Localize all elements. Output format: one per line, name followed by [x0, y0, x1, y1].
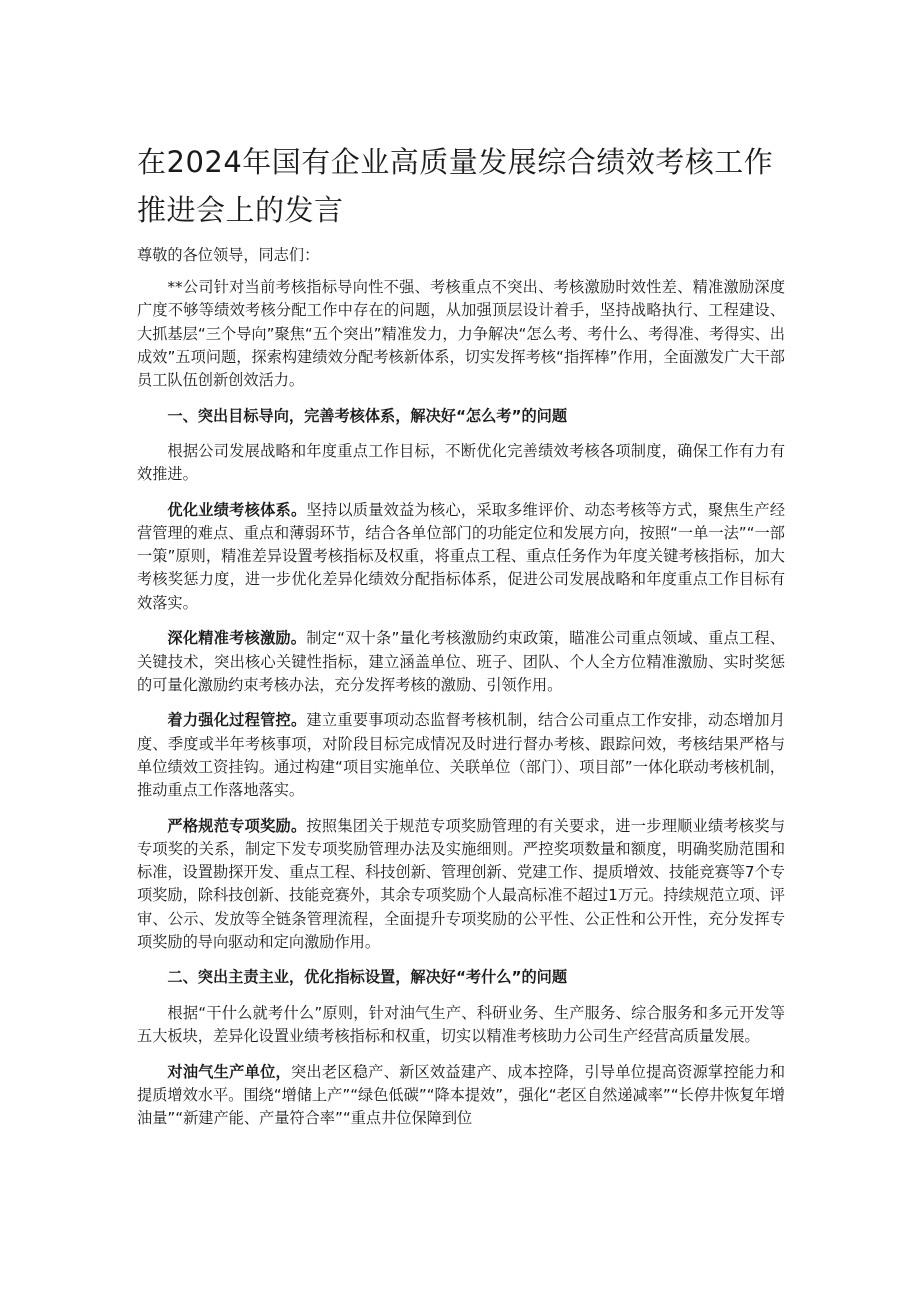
document-body — [137, 244, 785, 1143]
paragraph-lead-bold: 优化业绩考核体系。 — [167, 500, 307, 519]
paragraph-deepen-incentive — [137, 627, 785, 697]
paragraph-special-awards — [137, 815, 785, 954]
paragraph-lead-bold: 着力强化过程管控。 — [167, 711, 307, 730]
paragraph-lead-bold: 严格规范专项奖励。 — [167, 816, 307, 835]
page-title: 在2024年国有企业高质量发展综合绩效考核工作推进会上的发言 — [137, 145, 774, 227]
section-2-lead: 根据“干什么就考什么”原则，针对油气生产、科研业务、生产服务、综合服务和多元开发等五大板块，差异化设置业绩考核指标和权重，切实以精准考核助力公司生产经营高质量发展。 — [137, 1003, 785, 1045]
greeting: 尊敬的各位领导，同志们： — [137, 246, 320, 264]
paragraph-process-control — [137, 709, 785, 802]
section-2-heading: 二、突出主责主业，优化指标设置，解决好“考什么”的问题 — [167, 968, 568, 987]
section-1-lead: 根据公司发展战略和年度重点工作目标，不断优化完善绩效考核各项制度，确保工作有力有效推进。 — [137, 441, 785, 484]
paragraph-text: 坚持以质量效益为核心，采取多维评价、动态考核等方式，聚焦生产经营管理的难点、重点和薄弱环节，结合各单位部门的功能定位和发展方向，按照“一单一法”“一部一策”原则，精准差异设置考核指标及权重，将重点工程、重点任务作为年度关键考核指标，加大考核奖惩力度，进一步优化差异化绩效分配指标体系，促进公司发展战略和年度重点工作目标有效落实。 — [137, 500, 786, 612]
paragraph-text: 按照集团关于规范专项奖励管理的有关要求，进一步理顺业绩考核奖与专项奖的关系，制定下发专项奖励管理办法及实施细则。严控奖项数量和额度，明确奖励范围和标准，设置勘探开发、重点工程、科技创新、管理创新、党建工作、提质增效、技能竞赛等7个专项奖励，除科技创新、技能竞赛外，其余专项奖励个人最高标准不超过1万元。持续规范立项、评审、公示、发放等全链条管理流程，全面提升专项奖励的公平性、公正性和公开性，充分发挥专项奖励的导向驱动和定向激励作用。 — [137, 816, 786, 951]
paragraph-lead-bold: 深化精准考核激励。 — [167, 629, 307, 648]
intro-paragraph: **公司针对当前考核指标导向性不强、考核重点不突出、考核激励时效性差、精准激励深度广度不够等绩效考核分配工作中存在的问题，从加强顶层设计着手，坚持战略执行、工程建设、大抓基层“三个导向”聚焦“五个突出”精准发力，力争解决“怎么考、考什么、考得准、考得实、出成效”五项问题，探索构建绩效分配考核新体系，切实发挥考核“指挥棒”作用，全面激发广大干部员工队伍创新创效活力。 — [137, 278, 785, 390]
paragraph-text: 突出老区稳产、新区效益建产、成本控降，引导单位提高资源掌控能力和提质增效水平。围绕“增储上产”“绿色低碳”“降本提效”，强化“老区自然递减率”“长停井恢复年增油量”“新建产能、产量符合率”“重点井位保障到位 — [137, 1062, 786, 1127]
paragraph-optimize-performance — [137, 499, 785, 615]
section-1-heading: 一、突出目标导向，完善考核体系，解决好“怎么考”的问题 — [167, 406, 568, 425]
paragraph-text: 制定“双十条”量化考核激励约束政策，瞄准公司重点领域、重点工程、关键技术，突出核心关键性指标，建立涵盖单位、班子、团队、个人全方位精准激励、实时奖惩的可量化激励约束考核办法，充分发挥考核的激励、引领作用。 — [137, 629, 785, 694]
paragraph-lead-bold: 对油气生产单位， — [167, 1062, 291, 1081]
paragraph-text: 建立重要事项动态监督考核机制，结合公司重点工作安排，动态增加月度、季度或半年考核事项，对阶段目标完成情况及时进行督办考核、跟踪问效，考核结果严格与单位绩效工资挂钩。通过构建“项目实施单位、关联单位（部门）、项目部”一体化联动考核机制，推动重点工作落地落实。 — [137, 711, 786, 800]
paragraph-oil-gas-units — [137, 1061, 785, 1131]
